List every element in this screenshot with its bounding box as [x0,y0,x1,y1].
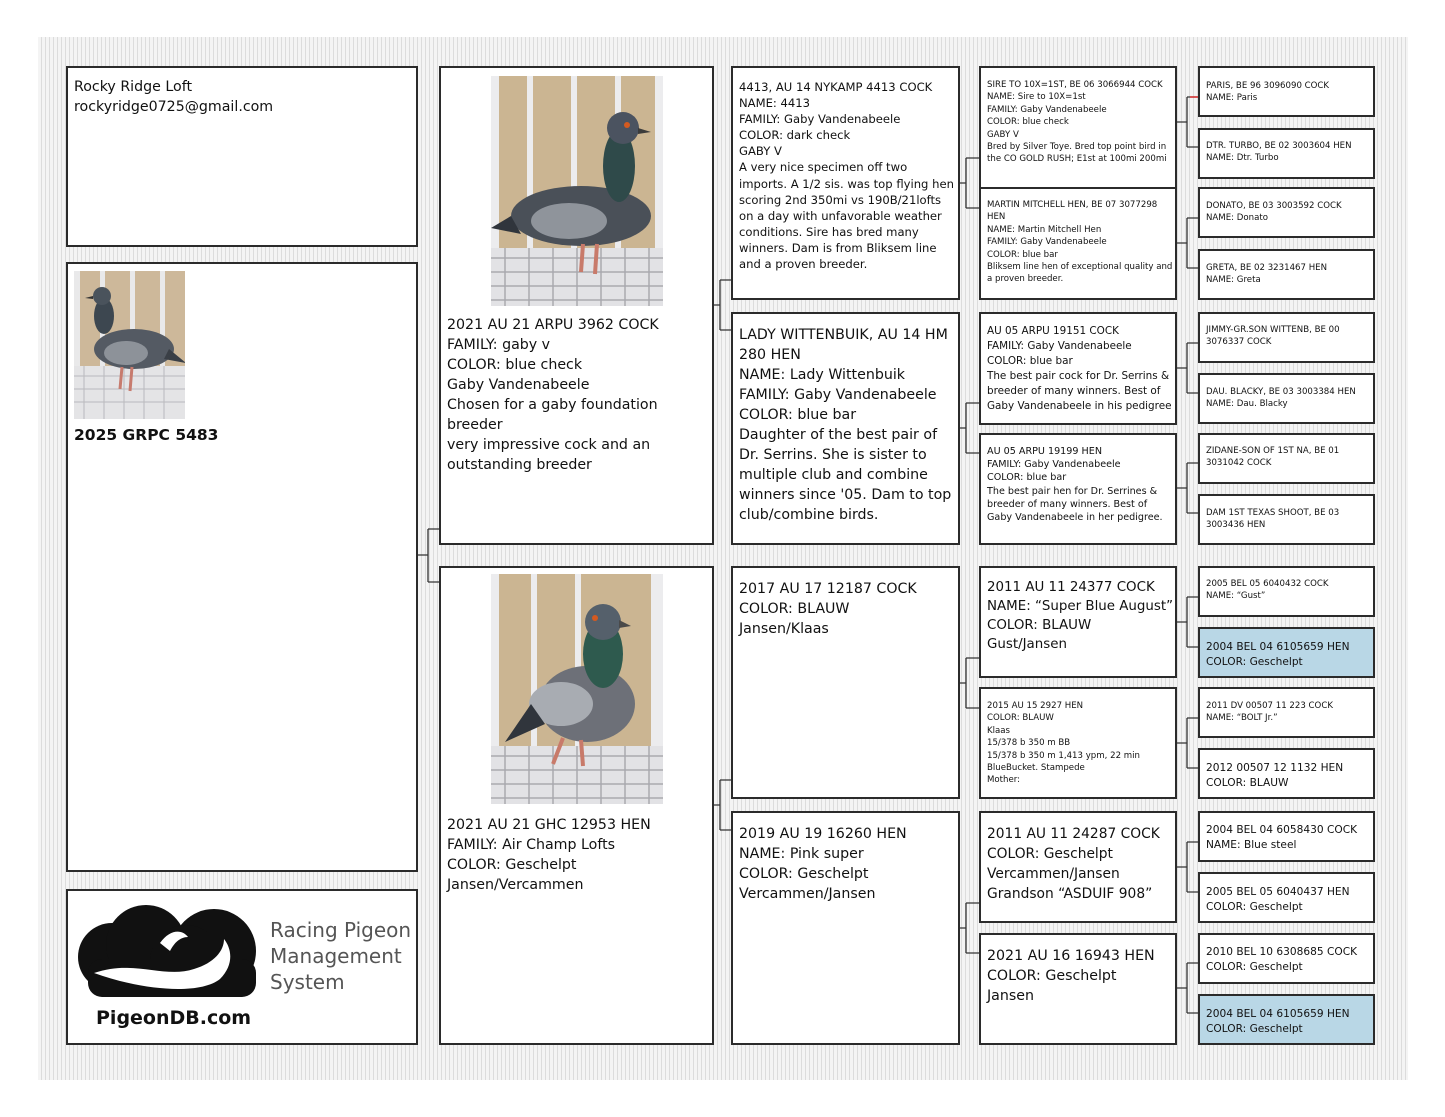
owner-name: Rocky Ridge Loft [74,79,193,95]
great-grandparent-box [979,566,1177,678]
great-grandparent-box [979,312,1177,425]
great-grandparent-details: AU 05 ARPU 19151 COCK FAMILY: Gaby Vandenabeele COLOR: blue bar The best pair cock for Dr. Serrins & breeder of many winners. Best of Gaby Vandenabeele in his pedigree [987,325,1172,412]
gen4-ancestor-details: ZIDANE-SON OF 1ST NA, BE 01 3031042 COCK [1206,446,1340,469]
gen4-ancestor-details: JIMMY-GR.SON WITTENB, BE 00 3076337 COCK [1206,325,1340,348]
gen4-ancestor-box [1198,128,1375,179]
gen4-ancestor-box [1198,566,1375,617]
gen4-ancestor-box [1198,872,1375,923]
great-grandparent-details: 2011 AU 11 24287 COCK COLOR: Geschelpt Vercammen/Jansen Grandson “ASDUIF 908” [987,826,1160,902]
great-grandparent-details: SIRE TO 10X=1ST, BE 06 3066944 COCK NAME: Sire to 10X=1st FAMILY: Gaby Vandenabeele COLOR: blue check GABY V Bred by Silver Toye. Bred top point bird in the CO GOLD RUSH; E1st at 100mi 200mi [987,80,1167,165]
great-grandparent-details: MARTIN MITCHELL HEN, BE 07 3077298 HEN NAME: Martin Mitchell Hen FAMILY: Gaby Vandenabeele COLOR: blue bar Bliksem line hen of exceptional quality and a proven breeder. [987,200,1173,285]
dam-box [439,566,714,1045]
gen4-ancestor-box [1198,811,1375,862]
gen4-ancestor-details: 2004 BEL 04 6058430 COCK NAME: Blue steel [1206,824,1358,851]
grandsire-maternal-box [731,566,960,799]
subject-box [66,262,418,872]
gen4-ancestor-details: DONATO, BE 03 3003592 COCK NAME: Donato [1206,201,1342,224]
logo-box [66,889,418,1045]
great-grandparent-box [979,687,1177,799]
gen4-ancestor-box [1198,687,1375,738]
gen4-ancestor-box [1198,249,1375,300]
gen4-ancestor-box-highlighted [1198,994,1375,1045]
gen4-ancestor-box [1198,312,1375,363]
sire-details: 2021 AU 21 ARPU 3962 COCK FAMILY: gaby v COLOR: blue check Gaby Vandenabeele Chosen for a gaby foundation breeder very impressive cock and an outstanding breeder [447,317,659,473]
owner-box [66,66,418,247]
dam-pigeon-photo [491,574,663,804]
logo-line-2: Management [270,944,402,968]
great-grandparent-box [979,433,1177,545]
gen4-ancestor-details: 2004 BEL 04 6105659 HEN COLOR: Geschelpt [1206,641,1350,668]
great-grandparent-details: AU 05 ARPU 19199 HEN FAMILY: Gaby Vandenabeele COLOR: blue bar The best pair hen for Dr. Serrines & breeder of many winners. Best of Gaby Vandenabeele in her pedigree. [987,446,1163,524]
gen4-ancestor-box-highlighted [1198,627,1375,678]
gen4-ancestor-box [1198,433,1375,484]
gen4-ancestor-details: 2010 BEL 10 6308685 COCK COLOR: Geschelpt [1206,946,1358,973]
grandparent-details: 2019 AU 19 16260 HEN NAME: Pink super COLOR: Geschelpt Vercammen/Jansen [739,826,907,902]
gen4-ancestor-details: 2012 00507 12 1132 HEN COLOR: BLAUW [1206,762,1344,789]
gen4-ancestor-details: GRETA, BE 02 3231467 HEN NAME: Greta [1206,263,1328,286]
logo-line-3: System [270,970,345,994]
grandparent-details: 4413, AU 14 NYKAMP 4413 COCK NAME: 4413 FAMILY: Gaby Vandenabeele COLOR: dark check GABY V A very nice specimen off two imports. A 1/2 sis. was top flying hen scoring 2nd 350mi vs 190B/21lofts on a day with unfavorable weather conditions. Sire has bred many winners. Dam is from Bliksem line and a proven breeder. [739,80,954,272]
gen4-ancestor-details: DTR. TURBO, BE 02 3003604 HEN NAME: Dtr. Turbo [1206,141,1352,164]
gen4-ancestor-box [1198,66,1375,117]
gen4-ancestor-box [1198,187,1375,238]
sire-box [439,66,714,545]
logo-line-1: Racing Pigeon [270,918,412,942]
gen4-ancestor-box [1198,933,1375,984]
grandparent-details: LADY WITTENBUIK, AU 14 HM 280 HEN NAME: Lady Wittenbuik FAMILY: Gaby Vandenabeele COLOR: blue bar Daughter of the best pair of Dr. Serrins. She is sister to multiple club and combine winners since '05. Dam to top club/combine birds. [739,327,952,523]
great-grandparent-box [979,811,1177,923]
sire-pigeon-photo [491,76,663,306]
gen4-ancestor-details: DAM 1ST TEXAS SHOOT, BE 03 3003436 HEN [1206,508,1340,531]
owner-email: rockyridge0725@gmail.com [74,99,274,115]
gen4-ancestor-details: 2005 BEL 05 6040432 COCK NAME: “Gust” [1206,579,1329,602]
granddam-maternal-box [731,811,960,1045]
pigeondb-logo-icon [74,899,260,999]
great-grandparent-details: 2011 AU 11 24377 COCK NAME: “Super Blue August” COLOR: BLAUW Gust/Jansen [987,580,1174,652]
gen4-ancestor-details: 2011 DV 00507 11 223 COCK NAME: “BOLT Jr.” [1206,701,1333,724]
gen4-ancestor-details: DAU. BLACKY, BE 03 3003384 HEN NAME: Dau. Blacky [1206,387,1356,410]
logo-url: PigeonDB.com [96,1007,252,1029]
gen4-ancestor-box [1198,494,1375,545]
great-grandparent-box [979,187,1177,300]
great-grandparent-details: 2021 AU 16 16943 HEN COLOR: Geschelpt Jansen [987,948,1155,1004]
grandsire-paternal-box [731,66,960,300]
gen4-ancestor-details: 2004 BEL 04 6105659 HEN COLOR: Geschelpt [1206,1008,1350,1035]
great-grandparent-details: 2015 AU 15 2927 HEN COLOR: BLAUW Klaas 15/378 b 350 m BB 15/378 b 350 m 1,413 ypm, 22 min BlueBucket. Stampede Mother: [987,701,1140,786]
dam-details: 2021 AU 21 GHC 12953 HEN FAMILY: Air Champ Lofts COLOR: Geschelpt Jansen/Vercammen [447,817,651,893]
grandparent-details: 2017 AU 17 12187 COCK COLOR: BLAUW Jansen/Klaas [739,581,917,637]
great-grandparent-box [979,933,1177,1045]
subject-band: 2025 GRPC 5483 [74,426,219,444]
gen4-ancestor-box [1198,373,1375,424]
subject-pigeon-photo [74,271,185,419]
granddam-paternal-box [731,312,960,545]
gen4-ancestor-details: 2005 BEL 05 6040437 HEN COLOR: Geschelpt [1206,886,1350,913]
gen4-ancestor-details: PARIS, BE 96 3096090 COCK NAME: Paris [1206,81,1330,104]
gen4-ancestor-box [1198,748,1375,799]
